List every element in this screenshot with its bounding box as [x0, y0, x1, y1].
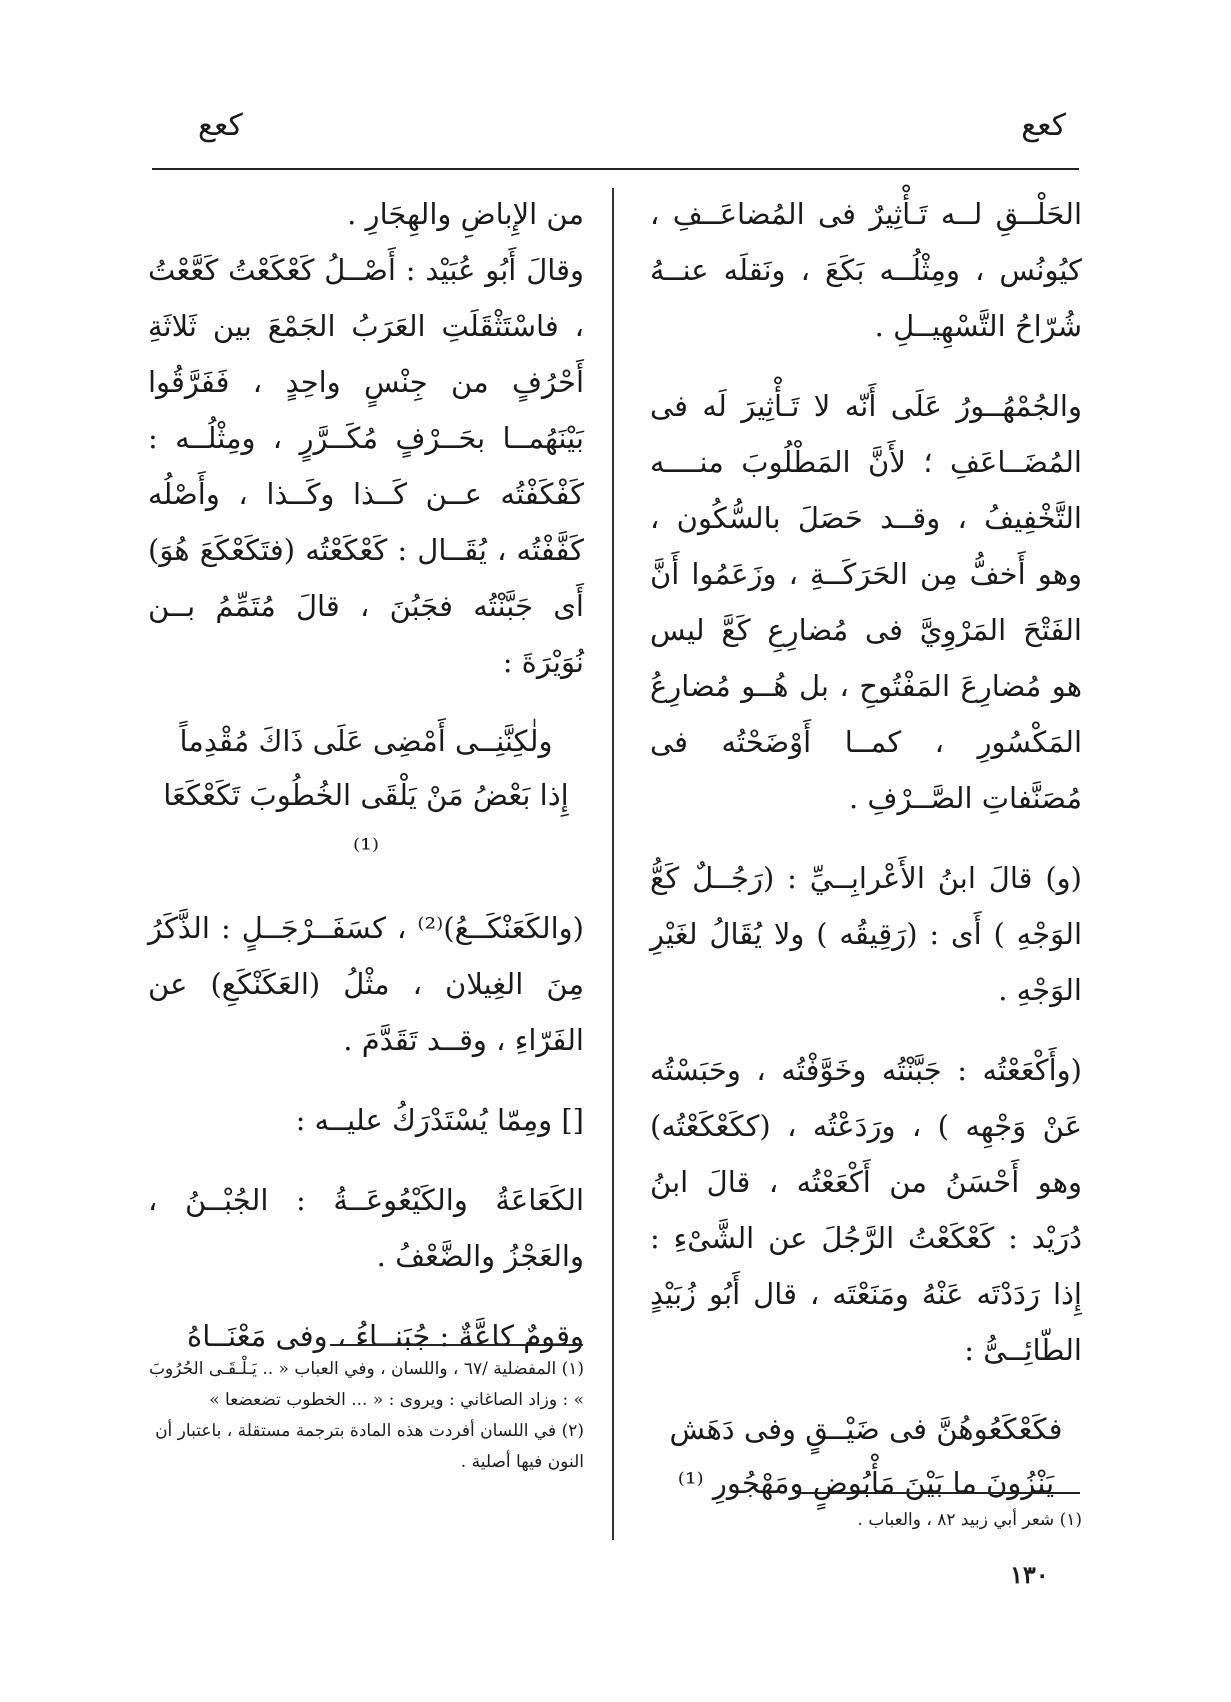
verse-line: إِذا بَعْضُ مَنْ يَلْقَى الخُطُوبَ تَكَعْكَعَا ⁽¹⁾ — [163, 778, 569, 866]
footnote-rule — [330, 1344, 583, 1346]
footnote: (٢) في اللسان أفردت هذه المادة بترجمة مستقلة ، باعتبار أن النون فيها أصلية . — [155, 1421, 584, 1472]
footnote: (١) شعر أبي زبيد ٨٢ ، والعباب . — [857, 1510, 1082, 1530]
paragraph: وقومٌ كاعَّةٌ : جُبَنــاءُ ، وفى مَعْنَــاهُ — [187, 1319, 584, 1353]
verse-line: يَنْزُونَ ما بَيْنَ مَأْبُوضٍ ومَهْجُورِ ⁽¹⁾ — [677, 1466, 1055, 1500]
right-running-head: كعع — [1021, 108, 1066, 143]
page-number: ١٣٠ — [1010, 1560, 1049, 1589]
header-rule — [152, 168, 1079, 170]
left-footnotes — [148, 1354, 584, 1478]
left-column — [148, 186, 584, 1364]
paragraph: (و) قالَ ابنُ الأَعْرابِــيِّ : (رَجُــلٌ كَعُّ الوَجْهِ ) أَى : (رَقِيقُه ) ولا يُقَالُ لغَيْرِ الوَجْهِ . — [650, 861, 1082, 1007]
paragraph: [] ومِمّا يُسْتَدْرَكُ عليــه : — [295, 1103, 584, 1137]
verse-line: ولٰكِنَّنِــى أَمْضِى عَلَى ذَاكَ مُقْدِماً — [179, 724, 553, 758]
paragraph: الكَعَاعَةُ والكَيْعُوعَــةُ : الجُبْــنُ ، والعَجْزُ والضَّعْفُ . — [148, 1183, 584, 1273]
paragraph: (وأَكْعَعْتُه : جَبَّنْتُه وخَوَّفْتُه ، وحَبَسْتُه عَنْ وَجْهِه ) ، ورَدَعْتُه ، (ككَعْكَعْتُه) وهو أَحْسَنُ من أَكْعَعْتُه ، قالَ ابنُ دُرَيْد : كَعْكَعْتُ الرَّجُلَ عن الشَّىْءِ : إِذا رَدَدْتَه عَنْهُ ومَنَعْتَه ، قال أَبُو زُبَيْدٍ الطّائِــىُّ : — [650, 1053, 1082, 1367]
left-running-head: كعع — [198, 108, 243, 143]
right-column — [650, 186, 1082, 1510]
paragraph: الحَلْــقِ لــه تَـأْثِيرٌ فى المُضاعَــفِ ، كيُونُس ، ومِثْلُــه بَكَعَ ، ونَقلَه عنــهُ شُرّاحُ التَّسْهِيــلِ . — [650, 197, 1082, 343]
verse-line: فكَعْكَعُوهُنَّ فى ضَيْــقٍ وفى دَهَش — [669, 1412, 1063, 1446]
right-footnotes — [650, 1505, 1082, 1536]
paragraph: من الإِباضِ والهِجَارِ . — [347, 197, 584, 231]
footnote-rule — [795, 1492, 1080, 1494]
paragraph: والجُمْهُــورُ عَلَى أَنّه لا تَـأْثِيرَ لَه فى المُضَــاعَفِ ؛ لأَنَّ المَطْلُوبَ منــــه التَّخْفِيفُ ، وقــد حَصَلَ بالسُّكُون ، وهو أَخفُّ مِن الحَرَكَــةِ ، وزَعَمُوا أَنَّ الفَتْحَ المَرْوِيَّ فى مُضارِعِ كَعَّ ليس هو مُضارِعَ المَفْتُوحِ ، بل هُــو مُضارِعُ المَكْسُورِ ، كمــا أَوْضَحْتُه فى مُصَنَّفاتِ الصَّــرْفِ . — [650, 389, 1082, 815]
paragraph: وقالَ أَبُو عُبَيْد : أَصْــلُ كَعْكَعْتُ كَعَّعْتُ ، فاسْتَثْقَلَتِ العَرَبُ الجَمْعَ بين ثَلاثَةِ أَحْرُفٍ من جِنْسٍ واحِدٍ ، فَفَرَّقُوا بَيْنَهُمــا بحَــرْفٍ مُكَــرَّرٍ ، ومِثْلُــه : كَفْكَفْتُه عــن كَــذا وكَــذا ، وأَصْلُه كَفَّفْتُه ، يُقَــال : كَعْكَعْتُه (فتَكَعْكَعَ هُوَ) أَى جَبَّنْتُه فجَبُنَ ، قالَ مُتَمِّمُ بــن نُوَيْرَةَ : — [148, 253, 584, 679]
paragraph: (والكَعَنْكَــعُ)⁽²⁾ ، كسَفَــرْجَــلٍ : الذَّكَرُ مِنَ الغِيلان ، مثْلُ (العَكَنْكَعِ) عن الفَرّاءِ ، وقــد تَقَدَّمَ . — [148, 911, 584, 1057]
column-divider — [612, 188, 614, 1540]
footnote: (١) المفضلية /٦٧ ، واللسان ، وفي العباب « .. يَـلْـقَـى الحُرُوبَ » : وزاد الصاغاني : ويروى : « ... الخطوب تضعضعا » — [148, 1359, 584, 1410]
